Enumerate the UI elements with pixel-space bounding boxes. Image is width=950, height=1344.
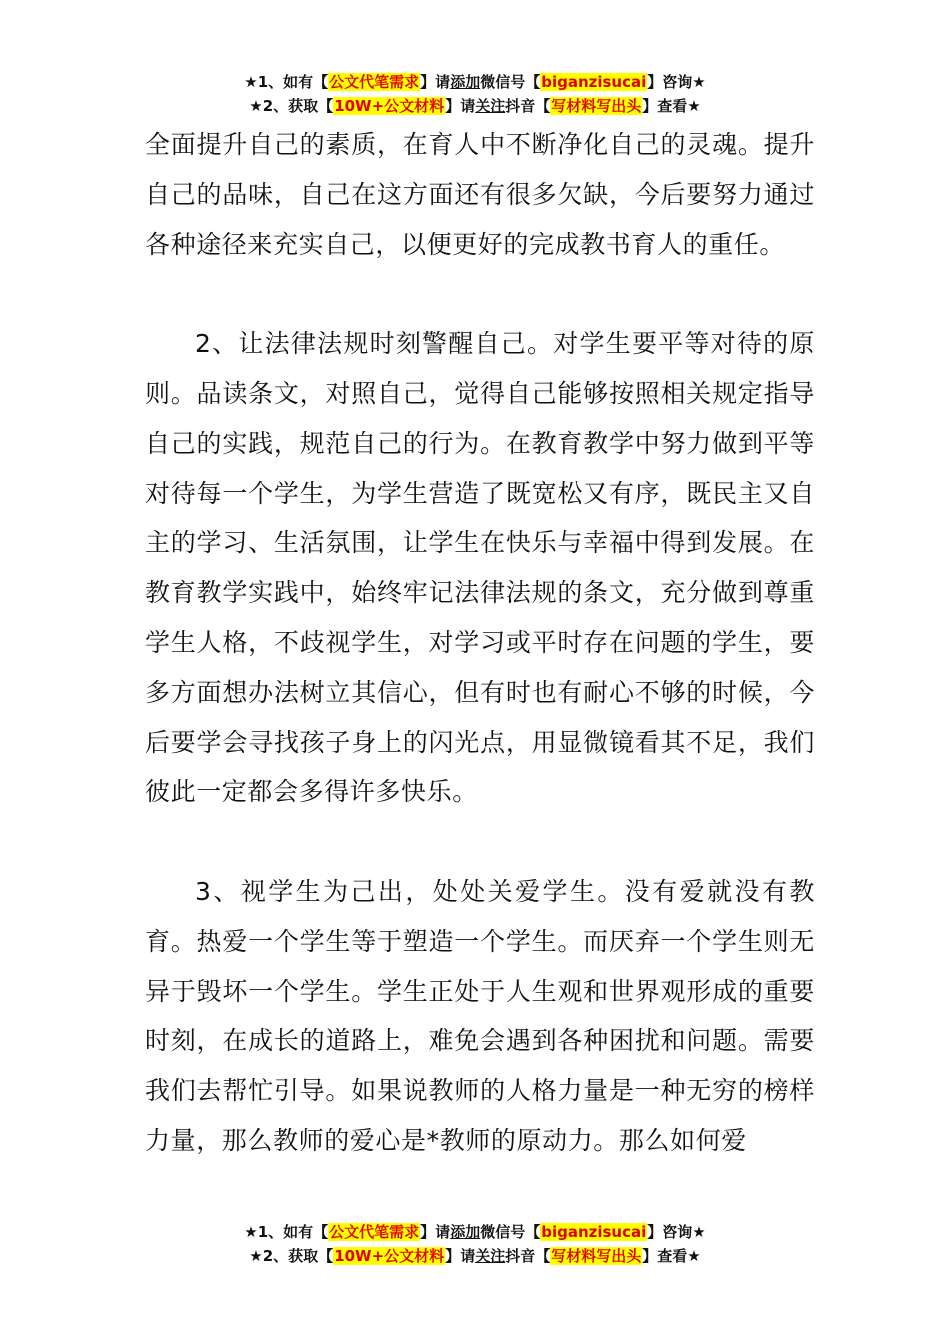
banner-emphasis: 关注 [475, 97, 506, 115]
highlight-ghostwriting: 公文代笔需求 [329, 1223, 420, 1241]
banner-text: 】查看★ [642, 97, 701, 115]
banner-line-2 [0, 1244, 950, 1268]
banner-text: 微信号【 [480, 1223, 541, 1241]
highlight-wechat-id: biganzisucai [541, 73, 647, 91]
banner-text: 】查看★ [642, 1247, 701, 1265]
banner-text: ★2、获取【 [249, 1247, 334, 1265]
banner-text: 】咨询★ [647, 73, 706, 91]
highlight-douyin-account: 写材料写出头 [551, 1247, 642, 1265]
banner-text: ★1、如有【 [244, 73, 329, 91]
banner-line-1 [0, 70, 950, 94]
banner-text: 】请 [445, 1247, 476, 1265]
banner-text: 】请 [420, 73, 451, 91]
paragraph-gap [145, 817, 815, 867]
banner-text: 】请 [420, 1223, 451, 1241]
banner-emphasis: 添加 [450, 73, 481, 91]
highlight-douyin-account: 写材料写出头 [551, 97, 642, 115]
banner-line-2 [0, 94, 950, 118]
banner-text: 】请 [445, 97, 476, 115]
banner-line-1 [0, 1220, 950, 1244]
banner-emphasis: 关注 [475, 1247, 506, 1265]
banner-text: ★2、获取【 [249, 97, 334, 115]
highlight-wechat-id: biganzisucai [541, 1223, 647, 1241]
paragraph-gap [145, 269, 815, 319]
document-body [145, 120, 815, 1166]
highlight-materials: 10W+公文材料 [334, 1247, 445, 1265]
banner-text: ★1、如有【 [244, 1223, 329, 1241]
banner-emphasis: 添加 [450, 1223, 481, 1241]
banner-text: 抖音【 [505, 97, 551, 115]
header-banner [0, 70, 950, 118]
banner-text: 微信号【 [480, 73, 541, 91]
footer-banner [0, 1220, 950, 1268]
highlight-materials: 10W+公文材料 [334, 97, 445, 115]
paragraph-2: 2、让法律法规时刻警醒自己。对学生要平等对待的原则。品读条文，对照自己，觉得自己能够按照相关规定指导自己的实践，规范自己的行为。在教育教学中努力做到平等对待每一个学生，为学生营造了既宽松又有序，既民主又自主的学习、生活氛围，让学生在快乐与幸福中得到发展。在教育教学实践中，始终牢记法律法规的条文，充分做到尊重学生人格，不歧视学生，对学习或平时存在问题的学生，要多方面想办法树立其信心，但有时也有耐心不够的时候，今后要学会寻找孩子身上的闪光点，用显微镜看其不足，我们彼此一定都会多得许多快乐。 [145, 329, 815, 807]
highlight-ghostwriting: 公文代笔需求 [329, 73, 420, 91]
paragraph-continued: 全面提升自己的素质，在育人中不断净化自己的灵魂。提升自己的品味，自己在这方面还有很多欠缺，今后要努力通过各种途径来充实自己，以便更好的完成教书育人的重任。 [145, 130, 815, 259]
banner-text: 】咨询★ [647, 1223, 706, 1241]
paragraph-3: 3、视学生为己出，处处关爱学生。没有爱就没有教育。热爱一个学生等于塑造一个学生。而厌弃一个学生则无异于毁坏一个学生。学生正处于人生观和世界观形成的重要时刻，在成长的道路上，难免会遇到各种困扰和问题。需要我们去帮忙引导。如果说教师的人格力量是一种无穷的榜样力量，那么教师的爱心是*教师的原动力。那么如何爱 [145, 876, 815, 1155]
banner-text: 抖音【 [505, 1247, 551, 1265]
